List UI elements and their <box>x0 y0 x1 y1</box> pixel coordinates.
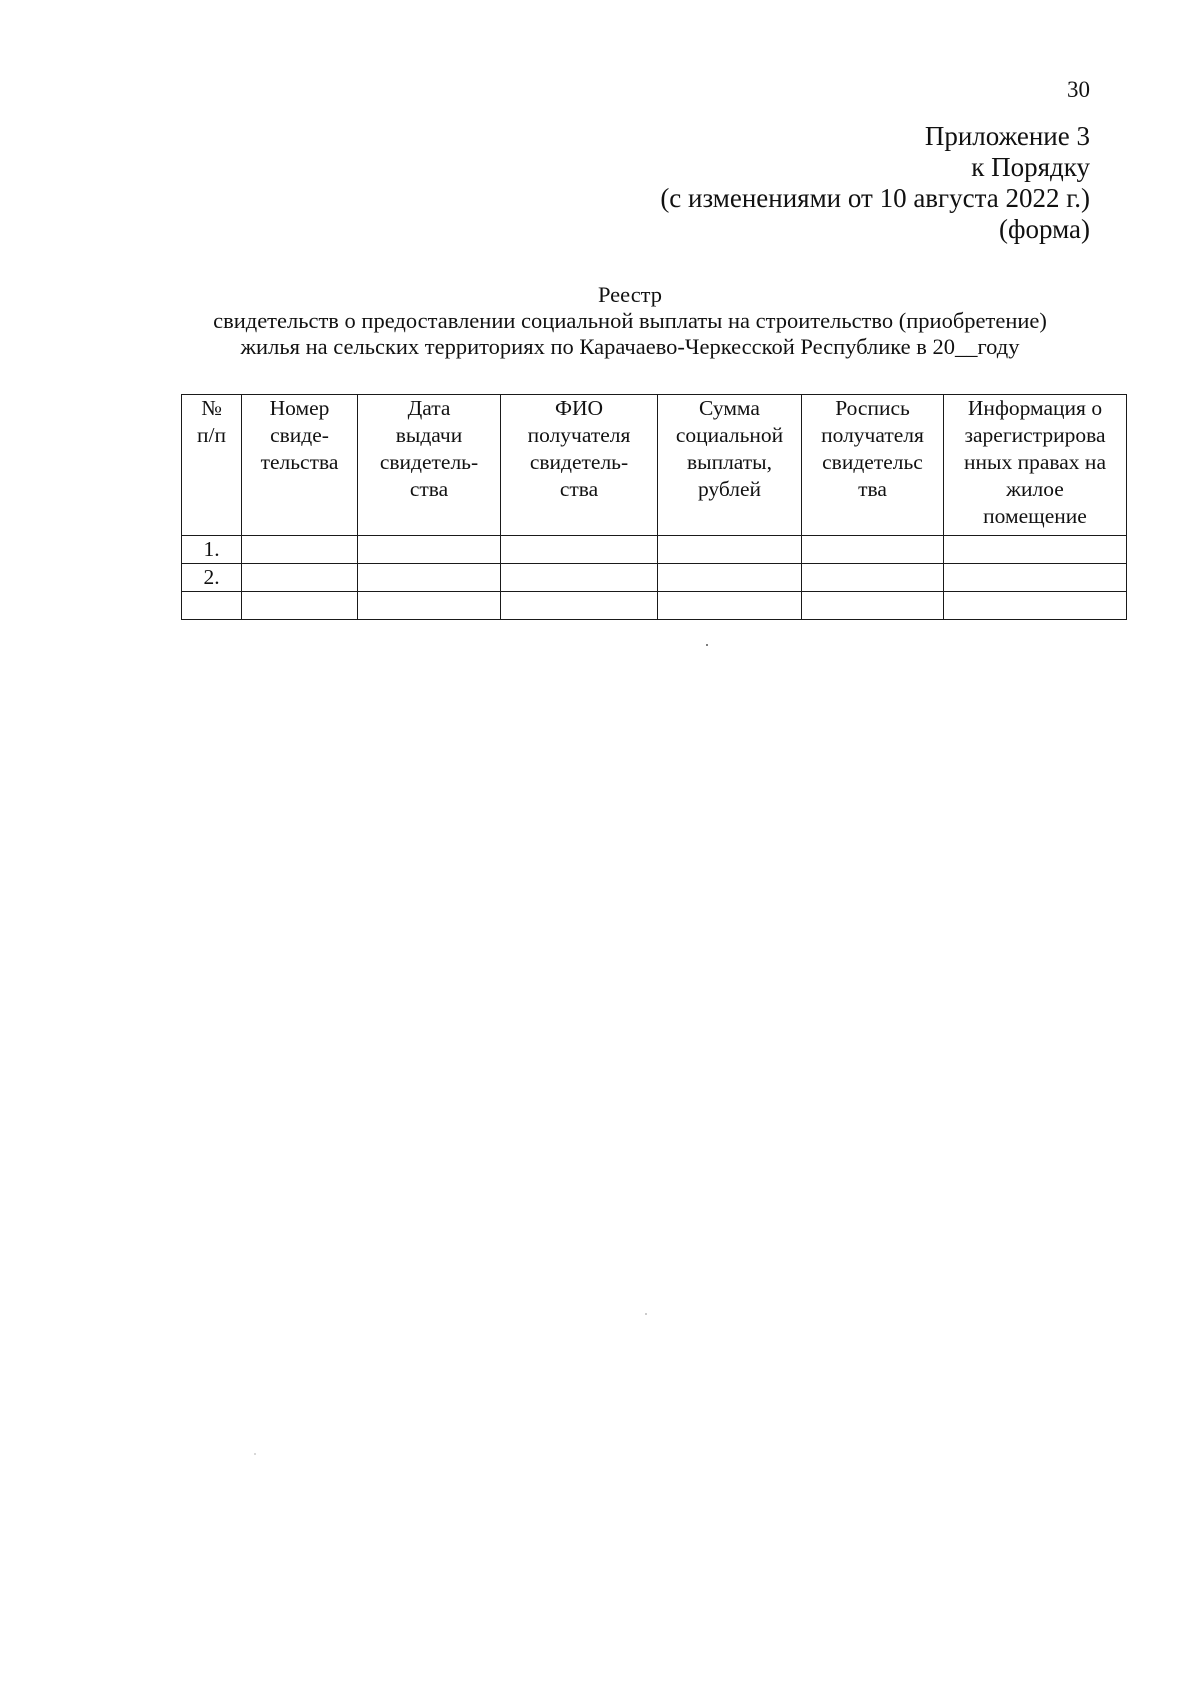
empty-cell <box>242 536 358 564</box>
empty-cell <box>242 592 358 620</box>
table-row <box>182 536 1127 564</box>
empty-cell <box>658 536 802 564</box>
empty-cell <box>358 592 501 620</box>
appendix-reference: к Порядку <box>971 152 1090 182</box>
row-number-cell: 1. <box>182 536 242 564</box>
registry-table <box>181 394 1127 620</box>
empty-cell <box>944 536 1127 564</box>
page-number: 30 <box>1067 77 1090 102</box>
empty-cell <box>501 536 658 564</box>
empty-cell <box>501 592 658 620</box>
empty-cell <box>802 564 944 592</box>
table-row <box>182 592 1127 620</box>
appendix-block <box>560 121 1090 245</box>
table-header-row <box>182 395 1127 536</box>
empty-cell <box>242 564 358 592</box>
empty-cell <box>802 536 944 564</box>
empty-cell <box>358 536 501 564</box>
appendix-form-label: (форма) <box>999 214 1090 244</box>
header-property-rights-info: Информация о зарегистрирова нных правах на жилое помещение <box>944 395 1127 536</box>
empty-cell <box>802 592 944 620</box>
empty-cell <box>944 592 1127 620</box>
scan-speck <box>254 1453 256 1455</box>
title-scope: жилья на сельских территориях по Карачаево-Черкесской Республике в 20__году <box>240 334 1020 359</box>
empty-cell <box>658 564 802 592</box>
row-number-cell <box>182 592 242 620</box>
header-issue-date: Дата выдачи свидетель- ства <box>358 395 501 536</box>
title-subject: свидетельств о предоставлении социальной выплаты на строительство (приобретение) <box>213 308 1047 333</box>
header-payment-amount: Сумма социальной выплаты, рублей <box>658 395 802 536</box>
appendix-title: Приложение 3 <box>924 121 1090 151</box>
header-number: № п/п <box>182 395 242 536</box>
row-number-cell: 2. <box>182 564 242 592</box>
appendix-amendment: (с изменениями от 10 августа 2022 г.) <box>660 183 1090 213</box>
empty-cell <box>358 564 501 592</box>
title-heading: Реестр <box>597 282 663 307</box>
empty-cell <box>944 564 1127 592</box>
document-title <box>150 282 1110 360</box>
scan-speck <box>706 644 708 646</box>
scan-speck <box>645 1313 647 1315</box>
header-certificate-number: Номер свиде- тельства <box>242 395 358 536</box>
empty-cell <box>658 592 802 620</box>
empty-cell <box>501 564 658 592</box>
header-recipient-name: ФИО получателя свидетель- ства <box>501 395 658 536</box>
header-recipient-signature: Роспись получателя свидетельс тва <box>802 395 944 536</box>
table-row <box>182 564 1127 592</box>
